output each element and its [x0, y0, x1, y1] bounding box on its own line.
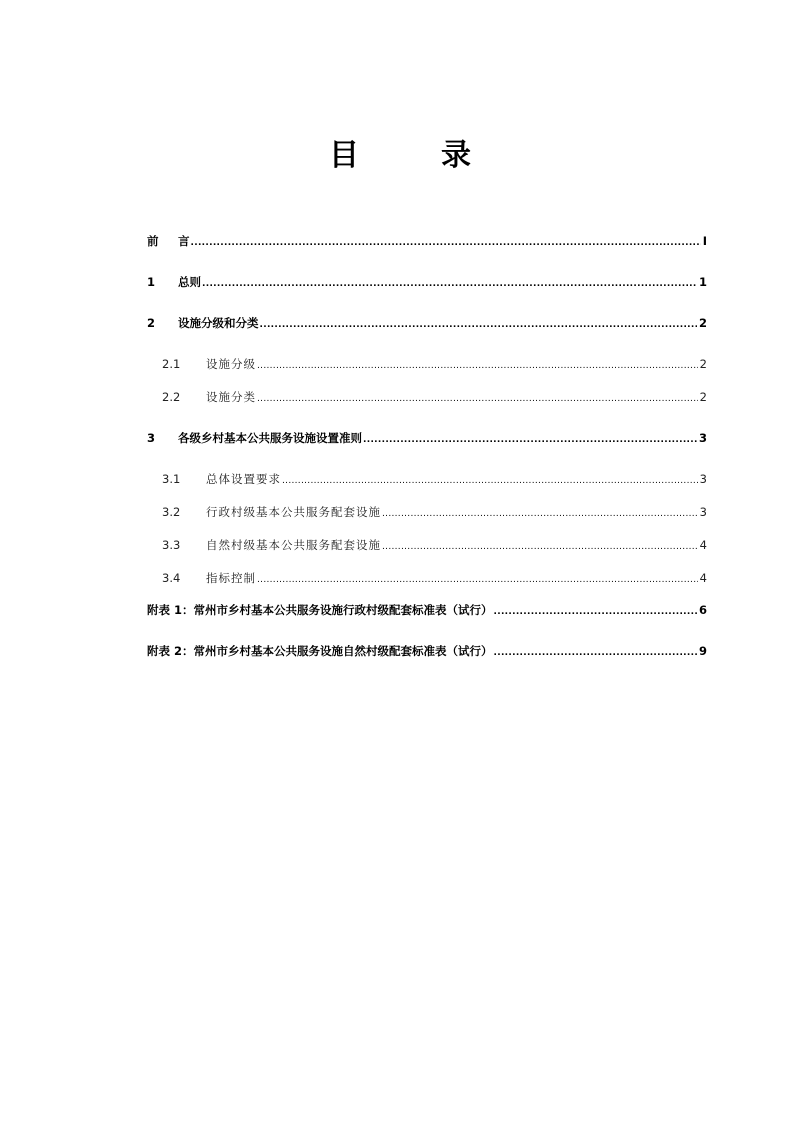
toc-entry-preface[interactable]	[147, 231, 707, 251]
toc-entry-number: 3	[147, 431, 156, 445]
toc-entry-2-2[interactable]	[147, 387, 707, 407]
toc-entry-page: 3	[699, 472, 707, 486]
dot-leader	[494, 643, 697, 663]
toc-entry-label: 言	[178, 234, 190, 248]
dot-leader	[191, 233, 701, 253]
toc-entry-appendix-2[interactable]	[147, 641, 707, 661]
toc-entry-page: 2	[698, 316, 707, 330]
toc-entry-appendix-1[interactable]	[147, 600, 707, 620]
toc-entry-label: 行政村级基本公共服务配套设施	[206, 505, 381, 519]
toc-entry-number: 前	[147, 234, 159, 248]
table-of-contents	[147, 231, 707, 661]
toc-entry-2[interactable]	[147, 313, 707, 333]
toc-entry-label: 设施分级和分类	[178, 316, 259, 330]
toc-entry-page: 4	[699, 571, 707, 585]
toc-entry-page: 3	[698, 431, 707, 445]
dot-leader	[257, 570, 698, 590]
toc-entry-number: 3.1	[162, 472, 181, 486]
toc-entry-page: 3	[699, 505, 707, 519]
toc-entry-label: 总则	[178, 275, 201, 289]
dot-leader	[382, 537, 698, 557]
toc-entry-3-4[interactable]	[147, 568, 707, 588]
toc-entry-number: 1	[147, 275, 156, 289]
toc-entry-1[interactable]	[147, 272, 707, 292]
dot-leader	[282, 471, 698, 491]
toc-entry-page: 2	[699, 390, 707, 404]
toc-entry-number: 2.1	[162, 357, 181, 371]
toc-entry-label: 设施分级	[206, 357, 256, 371]
toc-entry-number: 3.4	[162, 571, 181, 585]
toc-entry-label: 各级乡村基本公共服务设施设置准则	[178, 431, 362, 445]
toc-entry-label: 指标控制	[206, 571, 256, 585]
dot-leader	[202, 274, 697, 294]
toc-entry-page: 2	[699, 357, 707, 371]
toc-entry-3-3[interactable]	[147, 535, 707, 555]
toc-entry-3-1[interactable]	[147, 469, 707, 489]
dot-leader	[257, 356, 698, 376]
toc-entry-label: 设施分类	[206, 390, 256, 404]
toc-entry-page: 1	[698, 275, 707, 289]
toc-entry-label: 常州市乡村基本公共服务设施行政村级配套标准表（试行）	[193, 603, 493, 617]
toc-entry-page: I	[702, 234, 707, 248]
dot-leader	[494, 602, 697, 622]
toc-entry-page: 6	[698, 603, 707, 617]
toc-entry-label: 总体设置要求	[206, 472, 281, 486]
toc-entry-number: 2	[147, 316, 156, 330]
dot-leader	[257, 389, 698, 409]
toc-entry-number: 3.3	[162, 538, 181, 552]
toc-entry-number: 附表 1：	[147, 603, 194, 617]
toc-entry-number: 附表 2：	[147, 644, 194, 658]
toc-entry-label: 常州市乡村基本公共服务设施自然村级配套标准表（试行）	[193, 644, 493, 658]
dot-leader	[260, 315, 697, 335]
toc-title: 目 录	[329, 138, 497, 173]
toc-entry-label: 自然村级基本公共服务配套设施	[206, 538, 381, 552]
dot-leader	[363, 430, 697, 450]
toc-entry-3[interactable]	[147, 428, 707, 448]
toc-entry-number: 3.2	[162, 505, 181, 519]
dot-leader	[382, 504, 698, 524]
toc-entry-number: 2.2	[162, 390, 181, 404]
toc-entry-page: 4	[699, 538, 707, 552]
toc-entry-page: 9	[698, 644, 707, 658]
toc-entry-3-2[interactable]	[147, 502, 707, 522]
toc-entry-2-1[interactable]	[147, 354, 707, 374]
